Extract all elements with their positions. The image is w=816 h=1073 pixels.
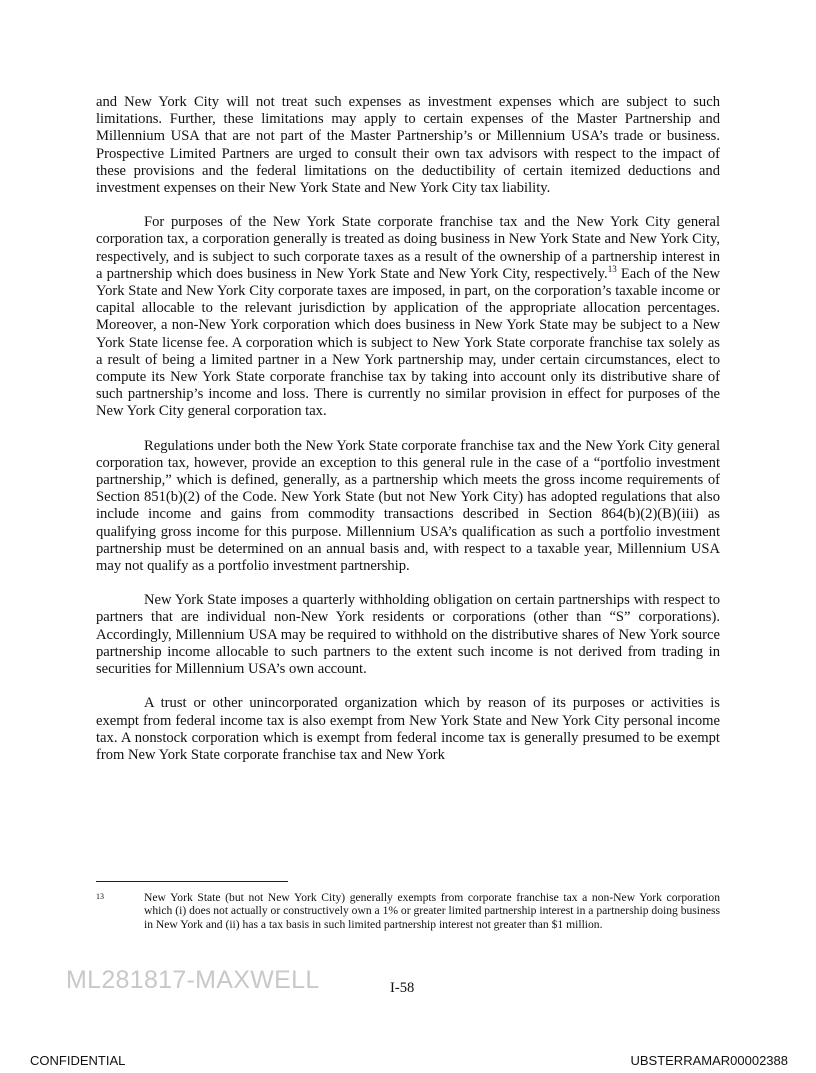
- page-number: I-58: [390, 980, 415, 996]
- document-id-watermark: ML281817-MAXWELL: [66, 966, 320, 994]
- body-text: [96, 94, 720, 781]
- paragraph-2-part-a: For purposes of the New York State corporate franchise tax and the New York City general corporation tax, a corporation generally is treated as doing business in New York State and New York City, respectively, and is subject to such corporate taxes as a result of the ownership of a partnership interest in a partnership which does business in New York State and New York City, respectively.: [96, 214, 720, 282]
- paragraph-2: [96, 214, 720, 420]
- footnote-reference: 13: [607, 263, 617, 274]
- footnote-text: New York State (but not New York City) generally exempts from corporate franchise tax a non-New York corporation which (i) does not actually or constructively own a 1% or greater limited partnership interest in a partnership doing business in New York and (ii) has a tax basis in such limited partnership interest not greater than $1 million.: [144, 891, 720, 931]
- paragraph-3: Regulations under both the New York State corporate franchise tax and the New York City general corporation tax, however, provide an exception to this general rule in the case of a “portfolio investment partnership,” which is defined, generally, as a partnership which meets the gross income requirements of Section 851(b)(2) of the Code. New York State (but not New York City) has adopted regulations that also include income and gains from commodity transactions described in Section 864(b)(2)(B)(iii) as qualifying gross income for this purpose. Millennium USA’s qualification as such a portfolio investment partnership must be determined on an annual basis and, with respect to a taxable year, Millennium USA may not qualify as a portfolio investment partnership.: [96, 437, 720, 575]
- footnote: [96, 891, 720, 931]
- confidential-label: CONFIDENTIAL: [30, 1053, 126, 1068]
- paragraph-4: New York State imposes a quarterly withholding obligation on certain partnerships with respect to partners that are individual non-New York residents or corporations (other than “S” corporations). Accordingly, Millennium USA may be required to withhold on the distributive shares of New York source partnership income allocable to such partners to the extent such income is not derived from trading in securities for Millennium USA’s own account.: [96, 592, 720, 678]
- paragraph-2-part-b: Each of the New York State and New York City corporate taxes are imposed, in part, on the corporation’s taxable income or capital allocable to the relevant jurisdiction by application of the appropriate allocation percentages. Moreover, a non-New York corporation which does business in New York State may be subject to a New York State license fee. A corporation which is subject to New York State corporate franchise tax solely as a result of being a limited partner in a New York partnership may, under certain circumstances, elect to compute its New York State corporate franchise tax by taking into account only its distributive share of such partnership’s income and loss. There is currently no similar provision in effect for purposes of the New York City general corporation tax.: [96, 265, 720, 420]
- paragraph-1: and New York City will not treat such expenses as investment expenses which are subject to such limitations. Further, these limitations may apply to certain expenses of the Master Partnership and Millennium USA that are not part of the Master Partnership’s or Millennium USA’s trade or business. Prospective Limited Partners are urged to consult their own tax advisors with respect to the impact of these provisions and the federal limitations on the deductibility of certain itemized deductions and investment expenses on their New York State and New York City tax liability.: [96, 94, 720, 197]
- footnote-number: 13: [96, 892, 104, 901]
- paragraph-5: A trust or other unincorporated organization which by reason of its purposes or activities is exempt from federal income tax is also exempt from New York State and New York City personal income tax. A nonstock corporation which is exempt from federal income tax is generally presumed to be exempt from New York State corporate franchise tax and New York: [96, 695, 720, 763]
- bates-number: UBSTERRAMAR00002388: [630, 1053, 788, 1068]
- footnote-divider: [96, 881, 288, 882]
